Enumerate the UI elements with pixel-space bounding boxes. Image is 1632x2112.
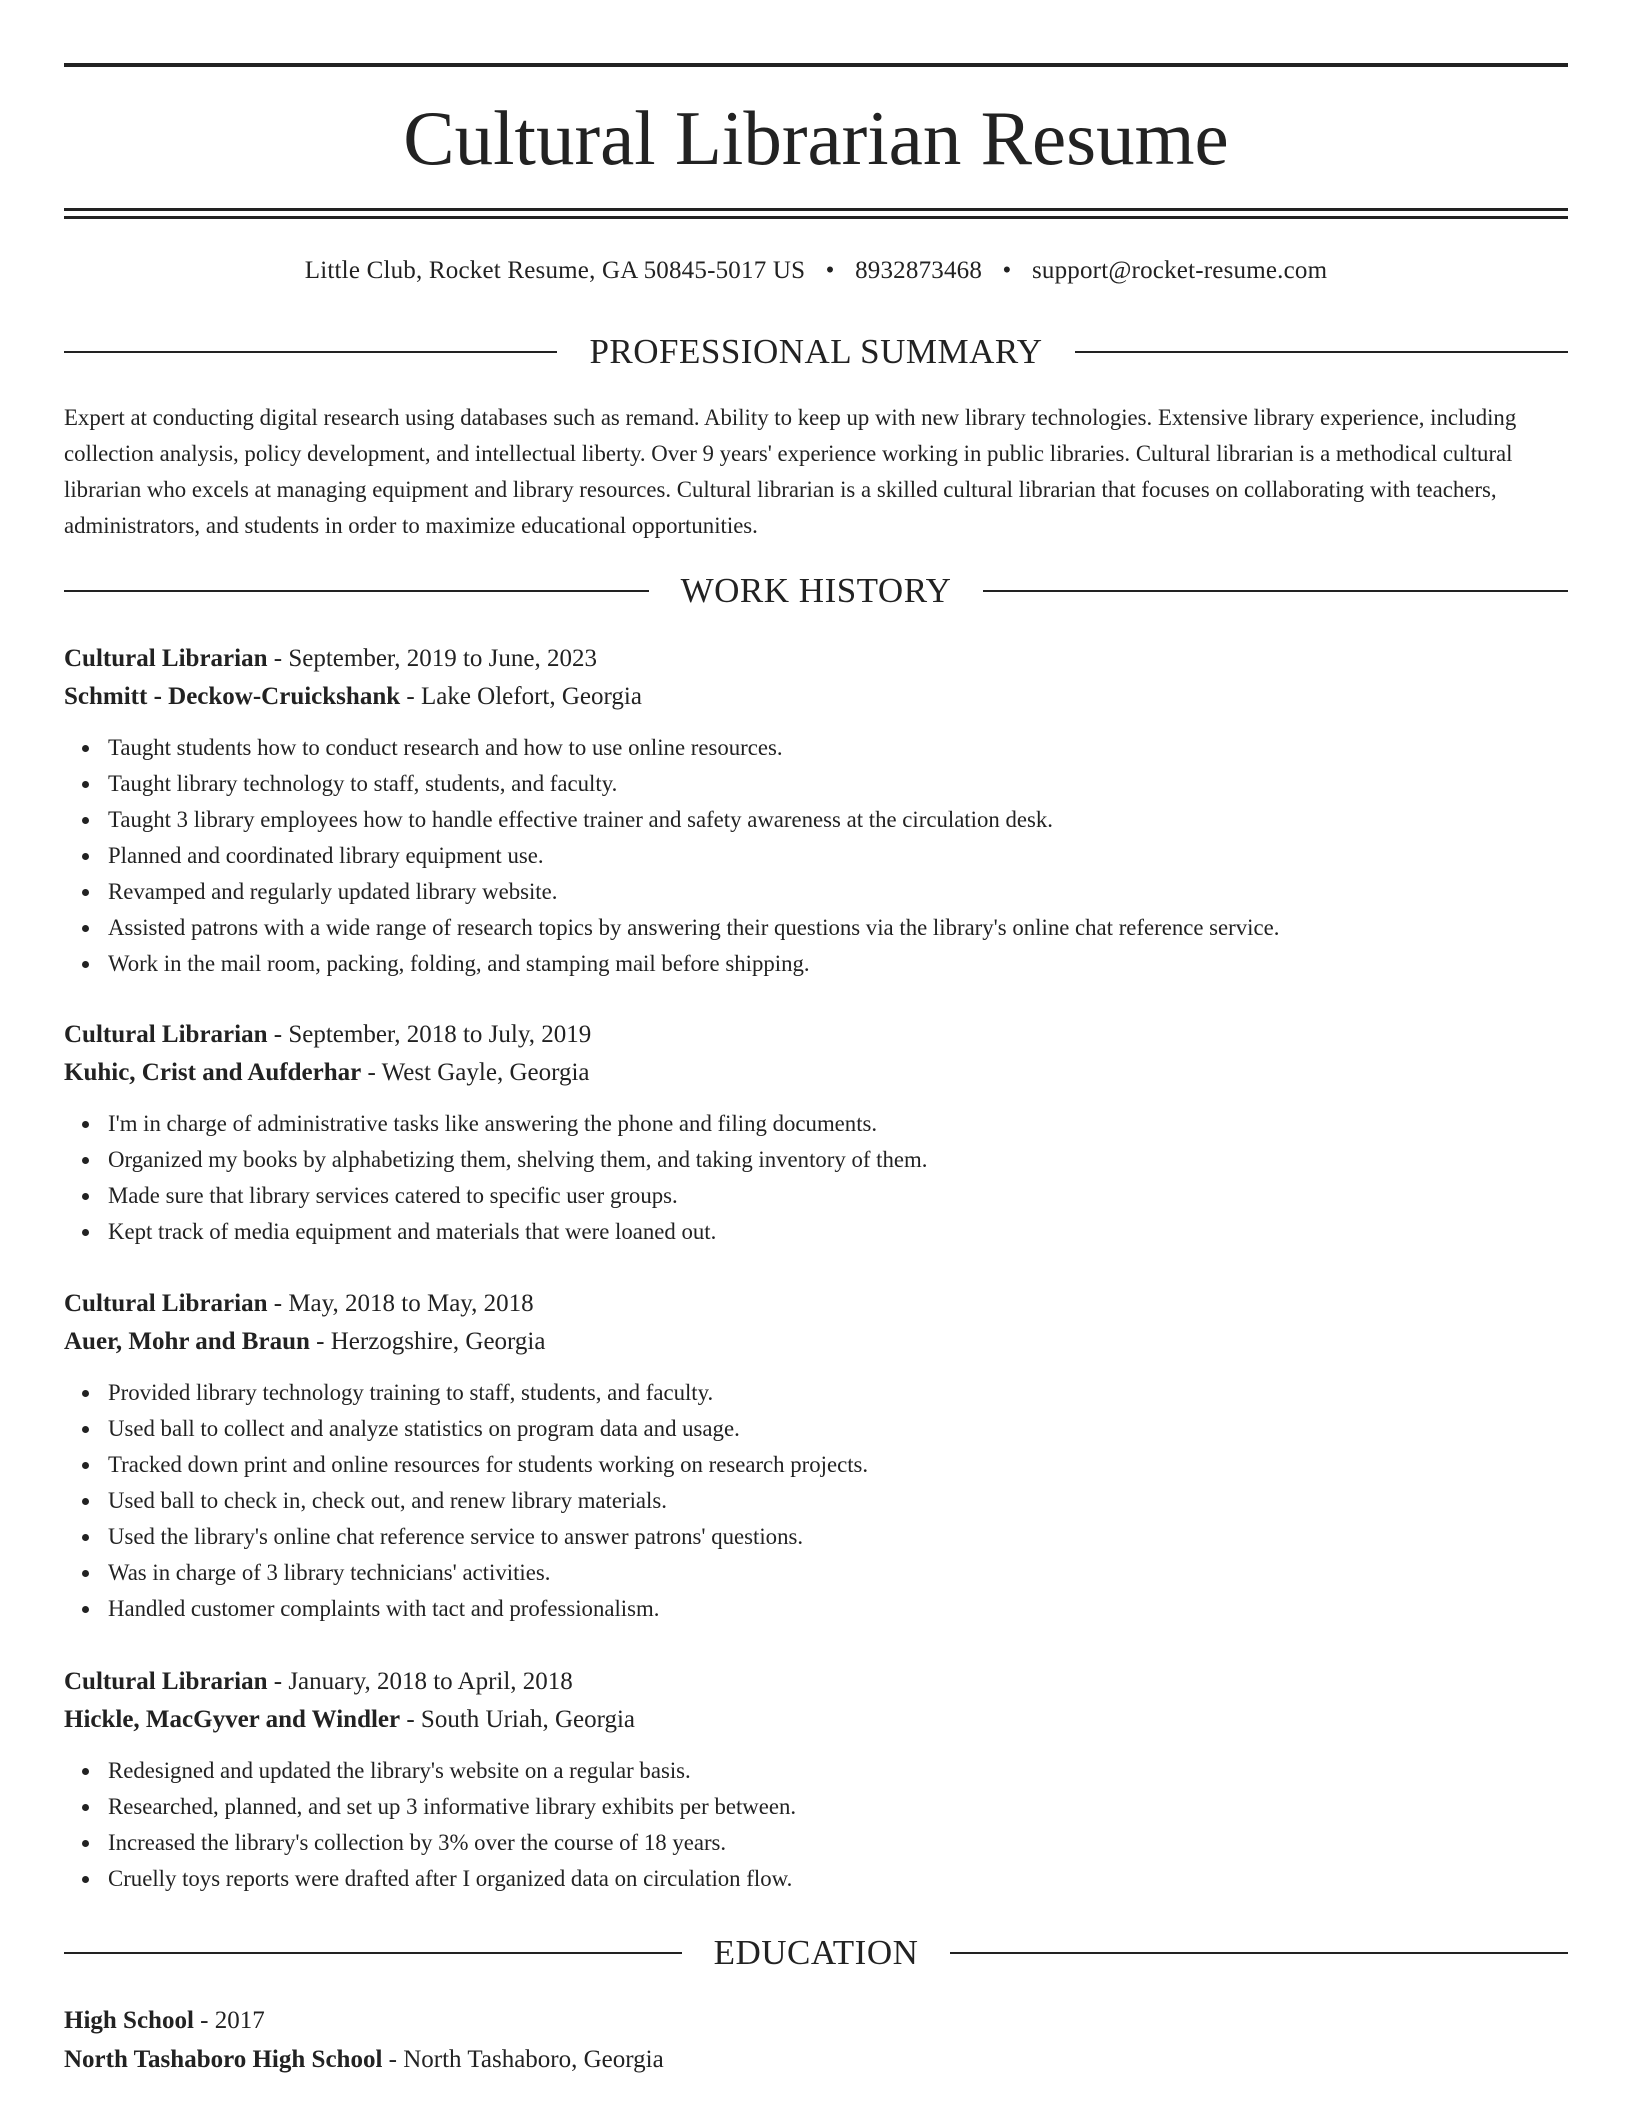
- summary-text: Expert at conducting digital research using databases such as remand. Ability to keep up with new library technologies. Extensive library experience, including collection analysis, policy development, and intellectual liberty. Over 9 years' experience working in public libraries. Cultural librarian is a methodical cultural librarian who excels at managing equipment and library resources. Cultural librarian is a skilled cultural librarian that focuses on collaborating with teachers, administrators, and students in order to maximize educational opportunities.: [64, 405, 1517, 538]
- list-item: Kept track of media equipment and materials that were loaned out.: [108, 1214, 1568, 1250]
- list-item: Cruelly toys reports were drafted after I organized data on circulation flow.: [108, 1861, 1568, 1897]
- education-degree-line: [64, 2001, 1568, 2040]
- job-location: - West Gayle, Georgia: [361, 1059, 590, 1086]
- education-degree: High School: [64, 2007, 194, 2034]
- list-item: I'm in charge of administrative tasks like answering the phone and filing documents.: [108, 1106, 1568, 1142]
- heading-rule-left: [64, 351, 557, 353]
- education-location: - North Tashaboro, Georgia: [382, 2046, 664, 2073]
- contact-separator: •: [1002, 257, 1012, 284]
- list-item: Used the library's online chat reference service to answer patrons' questions.: [108, 1519, 1568, 1555]
- list-item: Researched, planned, and set up 3 informative library exhibits per between.: [108, 1789, 1568, 1825]
- list-item: Used ball to check in, check out, and renew library materials.: [108, 1483, 1568, 1519]
- contact-phone: 8932873468: [855, 257, 983, 284]
- list-item: Increased the library's collection by 3% over the course of 18 years.: [108, 1825, 1568, 1861]
- job-entry: [64, 1663, 1568, 1897]
- contact-line: [64, 254, 1568, 288]
- list-item: Taught library technology to staff, students, and faculty.: [108, 766, 1568, 802]
- job-entry: [64, 1016, 1568, 1250]
- resume-title: Cultural Librarian Resume: [403, 95, 1229, 181]
- title-double-rule: [64, 208, 1568, 219]
- job-location: - Herzogshire, Georgia: [309, 1328, 546, 1355]
- list-item: Taught 3 library employees how to handle effective trainer and safety awareness at the circulation desk.: [108, 802, 1568, 838]
- job-title-line: [64, 1663, 1568, 1701]
- education-entry: [64, 2001, 1568, 2079]
- job-title-line: [64, 640, 1568, 678]
- job-bullets: [64, 1375, 1568, 1627]
- heading-rule-left: [64, 1952, 682, 1954]
- job-dates: - May, 2018 to May, 2018: [267, 1290, 534, 1317]
- education-school: North Tashaboro High School: [64, 2046, 383, 2073]
- job-company-line: [64, 1323, 1568, 1361]
- education-year: - 2017: [193, 2007, 265, 2034]
- summary-heading-label: PROFESSIONAL SUMMARY: [589, 332, 1043, 371]
- job-company-line: [64, 678, 1568, 716]
- job-entry: [64, 640, 1568, 982]
- job-company-line: [64, 1701, 1568, 1739]
- job-title: Cultural Librarian: [64, 645, 268, 672]
- contact-separator: •: [825, 257, 835, 284]
- list-item: Was in charge of 3 library technicians' activities.: [108, 1555, 1568, 1591]
- job-company: Hickle, MacGyver and Windler: [64, 1706, 401, 1733]
- list-item: Organized my books by alphabetizing them, shelving them, and taking inventory of them.: [108, 1142, 1568, 1178]
- job-bullets: [64, 1106, 1568, 1250]
- job-title: Cultural Librarian: [64, 1290, 268, 1317]
- job-company: Kuhic, Crist and Aufderhar: [64, 1059, 362, 1086]
- job-title-line: [64, 1016, 1568, 1054]
- job-company: Auer, Mohr and Braun: [64, 1328, 310, 1355]
- heading-rule-right: [983, 590, 1568, 592]
- job-dates: - January, 2018 to April, 2018: [267, 1668, 573, 1695]
- list-item: Made sure that library services catered to specific user groups.: [108, 1178, 1568, 1214]
- job-bullets: [64, 730, 1568, 982]
- job-title: Cultural Librarian: [64, 1668, 268, 1695]
- education-heading-label: EDUCATION: [713, 1933, 919, 1972]
- list-item: Planned and coordinated library equipment use.: [108, 838, 1568, 874]
- list-item: Work in the mail room, packing, folding, and stamping mail before shipping.: [108, 946, 1568, 982]
- job-dates: - September, 2019 to June, 2023: [267, 645, 598, 672]
- top-rule: [64, 63, 1568, 67]
- job-location: - Lake Olefort, Georgia: [400, 683, 642, 710]
- list-item: Tracked down print and online resources for students working on research projects.: [108, 1447, 1568, 1483]
- education-school-line: [64, 2040, 1568, 2079]
- job-bullets: [64, 1753, 1568, 1897]
- list-item: Taught students how to conduct research and how to use online resources.: [108, 730, 1568, 766]
- work-history-heading-label: WORK HISTORY: [680, 571, 952, 610]
- heading-rule-right: [950, 1952, 1568, 1954]
- list-item: Used ball to collect and analyze statistics on program data and usage.: [108, 1411, 1568, 1447]
- work-history-heading: [64, 571, 1568, 611]
- list-item: Redesigned and updated the library's website on a regular basis.: [108, 1753, 1568, 1789]
- job-title: Cultural Librarian: [64, 1021, 268, 1048]
- contact-address: Little Club, Rocket Resume, GA 50845-5017 US: [304, 257, 806, 284]
- job-company: Schmitt - Deckow-Cruickshank: [64, 683, 401, 710]
- contact-email: support@rocket-resume.com: [1031, 257, 1328, 284]
- list-item: Provided library technology training to staff, students, and faculty.: [108, 1375, 1568, 1411]
- job-title-line: [64, 1285, 1568, 1323]
- list-item: Revamped and regularly updated library website.: [108, 874, 1568, 910]
- summary-heading: [64, 332, 1568, 372]
- list-item: Assisted patrons with a wide range of research topics by answering their questions via the library's online chat reference service.: [108, 910, 1568, 946]
- list-item: Handled customer complaints with tact and professionalism.: [108, 1591, 1568, 1627]
- heading-rule-left: [64, 590, 649, 592]
- job-dates: - September, 2018 to July, 2019: [267, 1021, 592, 1048]
- education-heading: [64, 1933, 1568, 1973]
- job-location: - South Uriah, Georgia: [400, 1706, 636, 1733]
- job-entry: [64, 1285, 1568, 1627]
- job-company-line: [64, 1054, 1568, 1092]
- heading-rule-right: [1075, 351, 1568, 353]
